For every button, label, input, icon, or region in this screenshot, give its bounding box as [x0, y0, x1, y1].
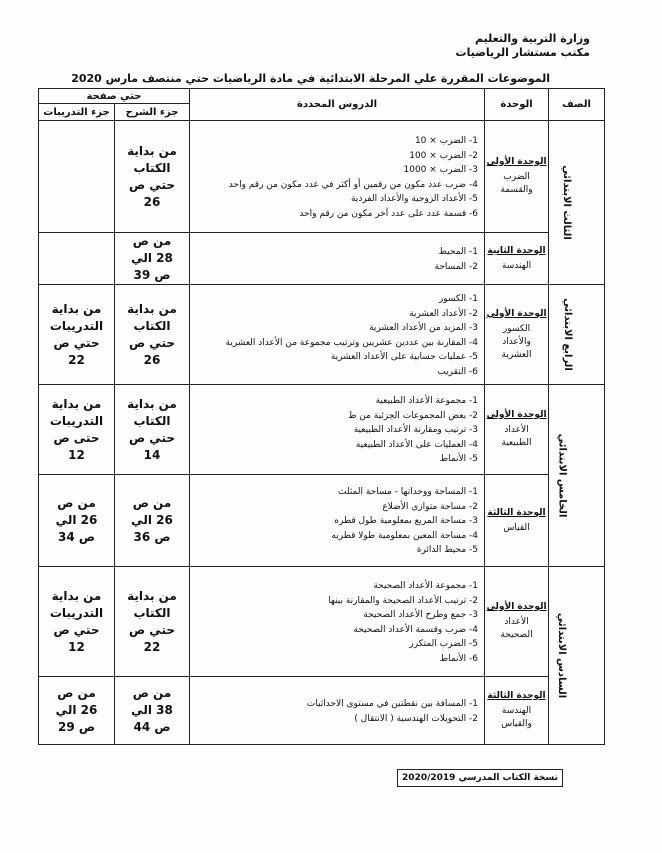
unit-title: الوحدة الأولي [486, 157, 547, 167]
lessons-cell [190, 285, 485, 385]
lesson-item: 1- الكسور [438, 294, 478, 304]
ministry-header [456, 32, 590, 60]
unit-name: الهندسة [501, 260, 532, 271]
grade-cell [549, 567, 605, 745]
explanation-range: من ص 38 الي ص 44 [115, 677, 190, 745]
lesson-item: 1- المساحة ووحداتها - مساحة المثلث [338, 487, 478, 498]
lesson-item: 2- بعض المجموعات الجزئية من ط [348, 410, 478, 421]
unit-cell [485, 677, 549, 745]
lessons-cell [190, 475, 485, 567]
table-body [39, 121, 605, 745]
unit-cell [485, 475, 549, 567]
unit-title: الوحدة الأولي [486, 308, 547, 319]
unit-cell [485, 233, 549, 285]
unit-name: الكسور والأعداد العشرية [501, 323, 532, 360]
table-row [39, 567, 605, 677]
unit-title: الوحدة الثانية [487, 245, 546, 256]
unit-title: الوحدة الأولي [486, 410, 547, 420]
lesson-item: 4- ضرب وقسمة الأعداد الصحيحة [353, 624, 478, 635]
table-row [39, 385, 605, 475]
lesson-item: 3- المزيد من الأعداد العشرية [369, 323, 478, 333]
lesson-item: 4- العمليات على الأعداد الطبيعية [355, 439, 478, 450]
unit-title: الوحدة الأولي [486, 602, 547, 612]
document-title: الموضوعات المقررة علي المرحلة الابتدائية في مادة الرياضيات حتي منتصف مارس 2020 [71, 72, 550, 85]
lesson-item: 5- عمليات حسابية على الأعداد العشرية [330, 352, 478, 362]
unit-name: الأعداد الصحيحة [500, 617, 533, 640]
grade-label: الخامس الابتدائي [556, 433, 568, 518]
exercises-range: من بداية التدريبات حتي ص 22 [39, 285, 115, 385]
header-unit: الوحدة [485, 89, 549, 121]
exercises-range [39, 121, 115, 233]
lesson-item: 2- مساحة متوازي الأضلاع [382, 501, 478, 512]
unit-title: الوحدة الثالثة [487, 691, 546, 701]
table-row [39, 285, 605, 385]
lesson-item: 3- ترتيب ومقارنة الأعداد الطبيعية [353, 425, 478, 436]
unit-name: القياس [503, 522, 530, 533]
lesson-item: 1- مجموعة الأعداد الصحيحة [373, 581, 478, 591]
explanation-range: من بداية الكتاب حتي ص 26 [115, 121, 190, 233]
table-row [39, 475, 605, 567]
explanation-range: من بداية الكتاب حتي ص 22 [115, 567, 190, 677]
exercises-range: من بداية التدريبات حتي ص 12 [39, 567, 115, 677]
lesson-item: 1- المحيط [438, 247, 478, 257]
grade-label: الثالث الابتدائي [561, 165, 573, 240]
unit-name: الهندسة والقياس [501, 706, 532, 729]
explanation-range: من بداية الكتاب حتي ص 26 [115, 285, 190, 385]
unit-cell [485, 121, 549, 233]
grade-label: الرابع الابتدائي [562, 298, 574, 371]
grade-label: السادس الابتدائي [555, 612, 567, 699]
lesson-item: 4- المقارنة بين عددين عشريين وترتيب مجموعة من الأعداد العشرية [225, 337, 478, 348]
curriculum-table [38, 88, 605, 745]
lesson-item: 3- مساحة المربع بمعلومية طول قطره [334, 516, 478, 527]
explanation-range: من ص 26 الي ص 36 [115, 475, 190, 567]
exercises-range [39, 233, 115, 285]
lesson-item: 2- ترتيب الأعداد الصحيحة والمقارنة بينها [328, 595, 478, 606]
lessons-cell [190, 567, 485, 677]
table-row [39, 233, 605, 285]
exercises-range: من ص 26 الي ص 29 [39, 677, 115, 745]
lesson-item: 6- الأنماط [439, 653, 478, 664]
lesson-item: 1- المسافة بين نقطتين في مستوى الاحداثيات [306, 699, 478, 709]
lesson-item: 5- الضرب المتكرر [409, 639, 478, 649]
grade-cell [549, 385, 605, 567]
lessons-cell [190, 677, 485, 745]
lesson-item: 2- التحويلات الهندسية ( الانتقال ) [354, 713, 478, 724]
lesson-item: 3- الضرب × 1000 [403, 165, 478, 175]
lesson-item: 5- الأنماط [439, 454, 478, 465]
lesson-item: 2- المساحة [434, 261, 478, 272]
header-exercises: جزء التدريبات [39, 104, 115, 121]
lesson-item: 1- الضرب × 10 [414, 136, 478, 146]
unit-name: الضرب والقسمة [500, 172, 533, 195]
lesson-item: 3- جمع وطرح الأعداد الصحيحة [363, 610, 478, 620]
unit-title: الوحدة الثالثة [487, 507, 546, 518]
explanation-range: من بداية الكتاب حتي ص 14 [115, 385, 190, 475]
header-explanation: جزء الشرح [115, 104, 190, 121]
lesson-item: 4- ضرب عدد مكون من رقمين أو أكثر في عدد مكون من رقم واحد [228, 179, 478, 190]
grade-cell [549, 121, 605, 285]
lesson-item: 5- محيط الدائرة [416, 545, 478, 556]
explanation-range: من ص 28 الي ص 39 [115, 233, 190, 285]
header-lessons: الدروس المحددة [190, 89, 485, 121]
grade-cell [549, 285, 605, 385]
lesson-item: 6- التقريب [437, 366, 478, 377]
exercises-range: من بداية التدريبات حتى ص 12 [39, 385, 115, 475]
office-name: مكتب مستشار الرياضيات [455, 46, 590, 59]
lesson-item: 2- الأعداد العشرية [409, 308, 478, 319]
header-until-page: حتي صفحة [39, 89, 190, 104]
lessons-cell [190, 121, 485, 233]
unit-cell [485, 385, 549, 475]
lesson-item: 4- مساحة المعين بمعلومية طولا قطريه [331, 530, 478, 541]
lesson-item: 6- قسمة عدد على عدد آخر مكون من رقم واحد [299, 208, 478, 219]
lessons-cell [190, 385, 485, 475]
exercises-range: من ص 26 الي ص 34 [39, 475, 115, 567]
lesson-item: 2- الضرب × 100 [409, 150, 478, 161]
ministry-name: وزارة التربية والتعليم [475, 32, 590, 45]
table-row [39, 677, 605, 745]
lessons-cell [190, 233, 485, 285]
header-grade: الصف [549, 89, 605, 121]
table-row [39, 121, 605, 233]
unit-name: الأعداد الطبيعية [501, 425, 532, 448]
book-edition: نسخة الكتاب المدرسي 2020/2019 [397, 769, 563, 787]
lesson-item: 5- الأعداد الزوجية والأعداد الفردية [350, 194, 478, 204]
lesson-item: 1- مجموعة الأعداد الطبيعية [375, 396, 478, 407]
